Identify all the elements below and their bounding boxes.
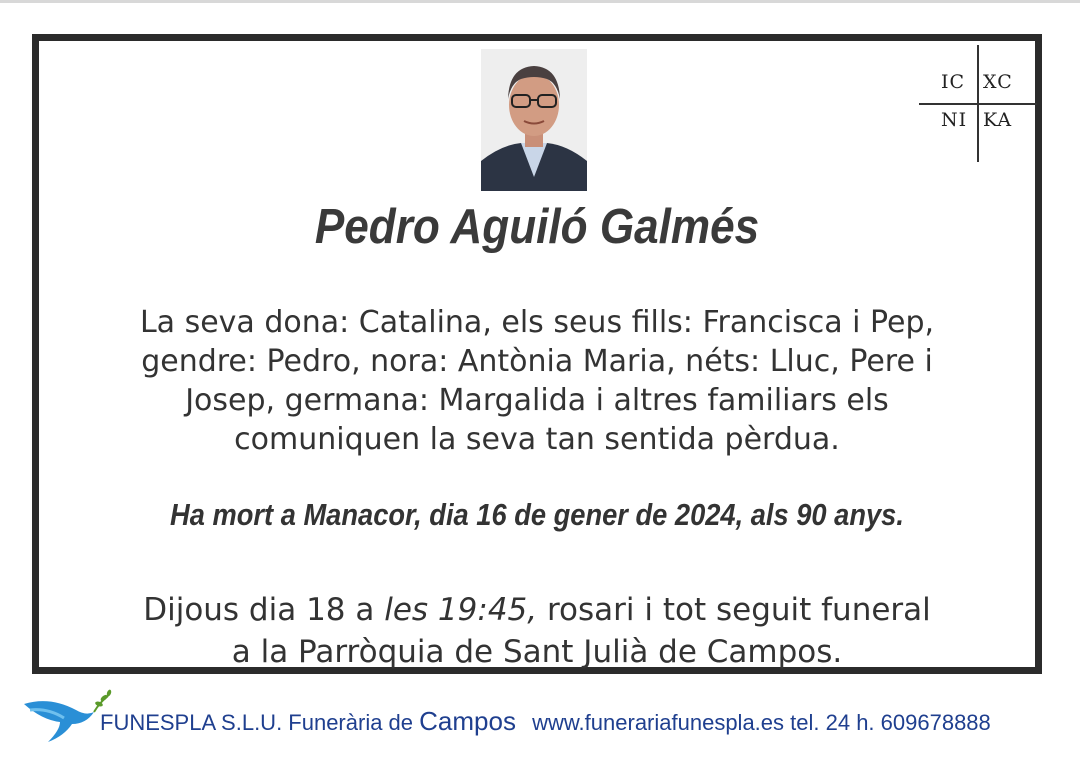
family-line: comuniquen la seva tan sentida pèrdua.: [234, 422, 840, 457]
service-line-1: [59, 589, 1015, 631]
cross-horizontal-line: [919, 103, 1037, 105]
cross-ic: IC: [941, 71, 966, 93]
obituary-frame: [32, 34, 1042, 674]
family-line: La seva dona: Catalina, els seus fills: Francisca i Pep,: [139, 305, 935, 340]
service-time: les 19:45,: [384, 592, 538, 628]
service-description: rosari i tot seguit funeral: [537, 592, 931, 628]
funeral-service-info: [59, 589, 1015, 673]
company-phone: tel. 24 h. 609678888: [790, 710, 991, 735]
family-announcement: [79, 303, 995, 459]
family-line: Josep, germana: Margalida i altres familiars els: [185, 383, 889, 418]
deceased-name: Pedro Aguiló Galmés: [314, 200, 760, 254]
cross-xc: XC: [983, 71, 1013, 93]
deceased-photo: [481, 49, 587, 191]
company-name: FUNESPLA S.L.U. Funerària de: [100, 710, 414, 735]
portrait-image: [481, 49, 587, 191]
icxc-nika-cross: [919, 45, 1039, 165]
cross-ka: KA: [983, 109, 1013, 131]
cross-ni: NI: [941, 109, 968, 131]
footer: [0, 684, 1080, 754]
service-day: Dijous dia 18 a: [143, 592, 385, 628]
service-line-2: a la Parròquia de Sant Julià de Campos.: [231, 634, 843, 670]
top-edge-line: [0, 0, 1080, 3]
company-website[interactable]: www.funerariafunespla.es: [532, 710, 785, 735]
company-town: Campos: [419, 706, 516, 736]
family-line: gendre: Pedro, nora: Antònia Maria, néts: Lluc, Pere i: [141, 344, 933, 379]
footer-contact: [100, 706, 1070, 737]
death-notice: Ha mort a Manacor, dia 16 de gener de 2024, als 90 anys.: [170, 497, 904, 532]
